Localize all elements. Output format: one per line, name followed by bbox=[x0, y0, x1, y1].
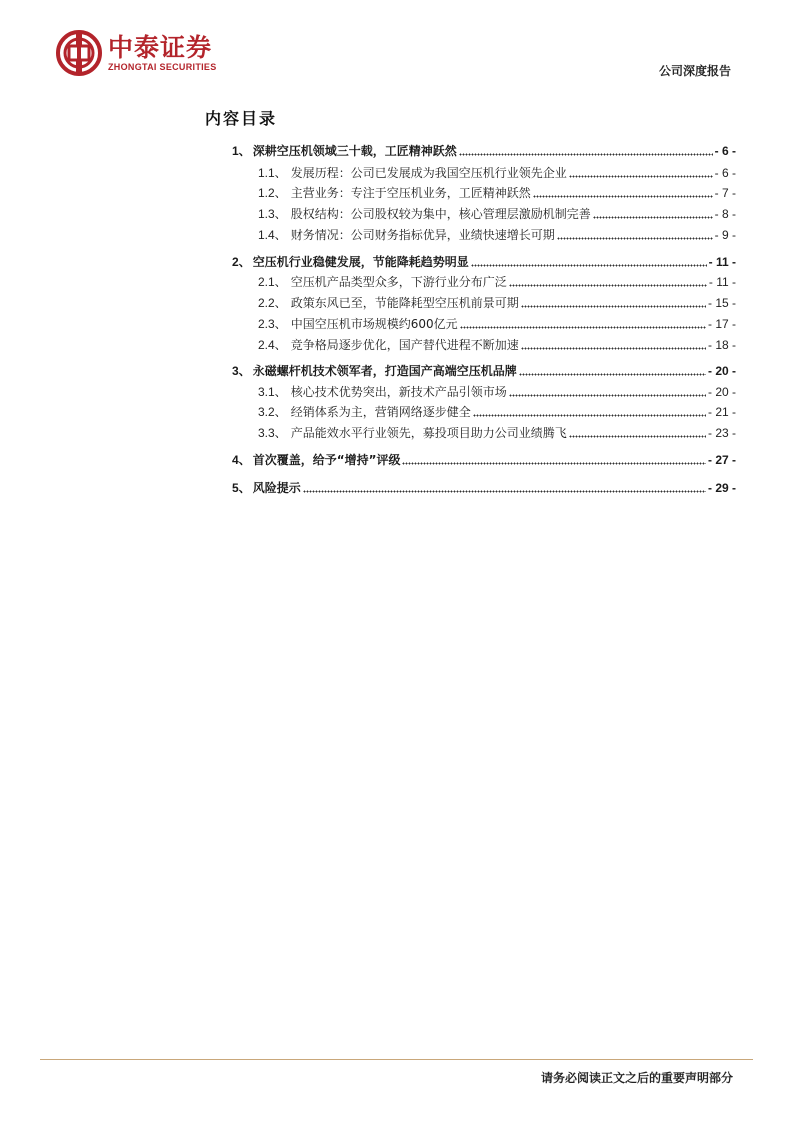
toc-dot-leader bbox=[509, 385, 706, 397]
toc-section-entry[interactable] bbox=[258, 205, 736, 223]
toc-entry-number: 1.1、 bbox=[258, 166, 287, 180]
toc-entry-page: - 20 - bbox=[707, 385, 736, 399]
toc-entry-title: 深耕空压机领域三十载，工匠精神跃然 bbox=[252, 144, 457, 158]
toc-dot-leader bbox=[473, 405, 706, 417]
toc-dot-leader bbox=[471, 255, 707, 267]
toc-entry-page: - 11 - bbox=[708, 275, 736, 289]
toc-entry-title: 财务情况：公司财务指标优异，业绩快速增长可期 bbox=[290, 228, 555, 242]
toc-dot-leader bbox=[459, 144, 713, 156]
logo-chinese-name: 中泰证券 bbox=[108, 32, 213, 62]
toc-entry-title: 中国空压机市场规模约600亿元 bbox=[290, 317, 458, 331]
toc-section-entry[interactable] bbox=[258, 164, 736, 182]
toc-entry-page: - 8 - bbox=[714, 207, 736, 221]
toc-dot-leader bbox=[569, 166, 713, 178]
toc-entry-title: 发展历程：公司已发展成为我国空压机行业领先企业 bbox=[290, 166, 567, 180]
toc-entry-page: - 15 - bbox=[707, 296, 736, 310]
logo-english-name: ZHONGTAI SECURITIES bbox=[108, 61, 217, 72]
toc-section-entry[interactable] bbox=[258, 383, 736, 401]
toc-entry-page: - 6 - bbox=[714, 144, 736, 158]
toc-entry-number: 2、 bbox=[232, 255, 251, 269]
toc-dot-leader bbox=[521, 338, 706, 350]
footer-disclaimer: 请务必阅读正文之后的重要声明部分 bbox=[540, 1071, 733, 1085]
toc-entry-page: - 29 - bbox=[707, 481, 736, 495]
toc-entry-page: - 11 - bbox=[708, 255, 736, 269]
toc-section-entry[interactable] bbox=[258, 336, 736, 354]
toc-entry-title: 经销体系为主，营销网络逐步健全 bbox=[290, 405, 471, 419]
toc-dot-leader bbox=[569, 426, 706, 438]
toc-title: 内容目录 bbox=[205, 109, 278, 128]
toc-dot-leader bbox=[533, 186, 713, 198]
toc-chapter-entry[interactable] bbox=[232, 142, 736, 160]
toc-entry-title: 风险提示 bbox=[252, 481, 301, 495]
toc-dot-leader bbox=[402, 453, 706, 465]
toc-dot-leader bbox=[509, 275, 707, 287]
toc-entry-number: 3.1、 bbox=[258, 385, 287, 399]
footer-divider bbox=[40, 1059, 753, 1060]
toc-entry-number: 3.2、 bbox=[258, 405, 287, 419]
toc-entry-title: 空压机行业稳健发展，节能降耗趋势明显 bbox=[252, 255, 469, 269]
report-type-label: 公司深度报告 bbox=[658, 64, 731, 78]
toc-entry-number: 5、 bbox=[232, 481, 251, 495]
toc-entry-page: - 9 - bbox=[714, 228, 736, 242]
toc-entry-page: - 6 - bbox=[714, 166, 736, 180]
toc-entry-number: 1.4、 bbox=[258, 228, 287, 242]
toc-entry-title: 产品能效水平行业领先，募投项目助力公司业绩腾飞 bbox=[290, 426, 567, 440]
toc-entry-title: 主营业务：专注于空压机业务，工匠精神跃然 bbox=[290, 186, 531, 200]
toc-entry-title: 首次覆盖，给予“增持”评级 bbox=[252, 453, 401, 467]
toc-entry-title: 空压机产品类型众多，下游行业分布广泛 bbox=[290, 275, 507, 289]
toc-chapter-entry[interactable] bbox=[232, 451, 736, 469]
toc-section-entry[interactable] bbox=[258, 403, 736, 421]
toc-entry-number: 1.2、 bbox=[258, 186, 287, 200]
toc-section-entry[interactable] bbox=[258, 273, 736, 291]
toc-entry-number: 4、 bbox=[232, 453, 251, 467]
toc-dot-leader bbox=[303, 481, 706, 493]
toc-entry-title: 永磁螺杆机技术领军者，打造国产高端空压机品牌 bbox=[252, 364, 517, 378]
toc-entry-title: 竞争格局逐步优化，国产替代进程不断加速 bbox=[290, 338, 519, 352]
toc-dot-leader bbox=[593, 207, 713, 219]
zhongtai-logo-icon bbox=[56, 30, 102, 76]
toc-entry-title: 核心技术优势突出，新技术产品引领市场 bbox=[290, 385, 507, 399]
toc-chapter-entry[interactable] bbox=[232, 479, 736, 497]
toc-chapter-entry[interactable] bbox=[232, 362, 736, 380]
toc-entry-number: 2.4、 bbox=[258, 338, 287, 352]
toc-section-entry[interactable] bbox=[258, 294, 736, 312]
toc-dot-leader bbox=[519, 364, 706, 376]
toc-entry-page: - 27 - bbox=[707, 453, 736, 467]
toc-entry-title: 政策东风已至，节能降耗型空压机前景可期 bbox=[290, 296, 519, 310]
toc-entry-page: - 18 - bbox=[707, 338, 736, 352]
toc-entry-page: - 17 - bbox=[707, 317, 736, 331]
toc-section-entry[interactable] bbox=[258, 315, 736, 333]
toc-chapter-entry[interactable] bbox=[232, 253, 736, 271]
toc-section-entry[interactable] bbox=[258, 184, 736, 202]
company-logo bbox=[56, 30, 217, 76]
toc-entry-number: 2.2、 bbox=[258, 296, 287, 310]
toc-entry-page: - 7 - bbox=[714, 186, 736, 200]
toc-entry-number: 3.3、 bbox=[258, 426, 287, 440]
toc-section-entry[interactable] bbox=[258, 226, 736, 244]
toc-section-entry[interactable] bbox=[258, 424, 736, 442]
toc-entry-number: 2.1、 bbox=[258, 275, 287, 289]
toc-dot-leader bbox=[557, 228, 713, 240]
toc-entry-title: 股权结构：公司股权较为集中，核心管理层激励机制完善 bbox=[290, 207, 591, 221]
toc-dot-leader bbox=[521, 296, 706, 308]
toc-entry-number: 3、 bbox=[232, 364, 251, 378]
toc-entry-page: - 20 - bbox=[707, 364, 736, 378]
page-header bbox=[0, 0, 793, 90]
toc-entry-number: 2.3、 bbox=[258, 317, 287, 331]
toc-entry-number: 1.3、 bbox=[258, 207, 287, 221]
toc-entry-number: 1、 bbox=[232, 144, 251, 158]
toc-entry-page: - 21 - bbox=[707, 405, 736, 419]
toc-dot-leader bbox=[460, 317, 706, 329]
toc-entry-page: - 23 - bbox=[707, 426, 736, 440]
